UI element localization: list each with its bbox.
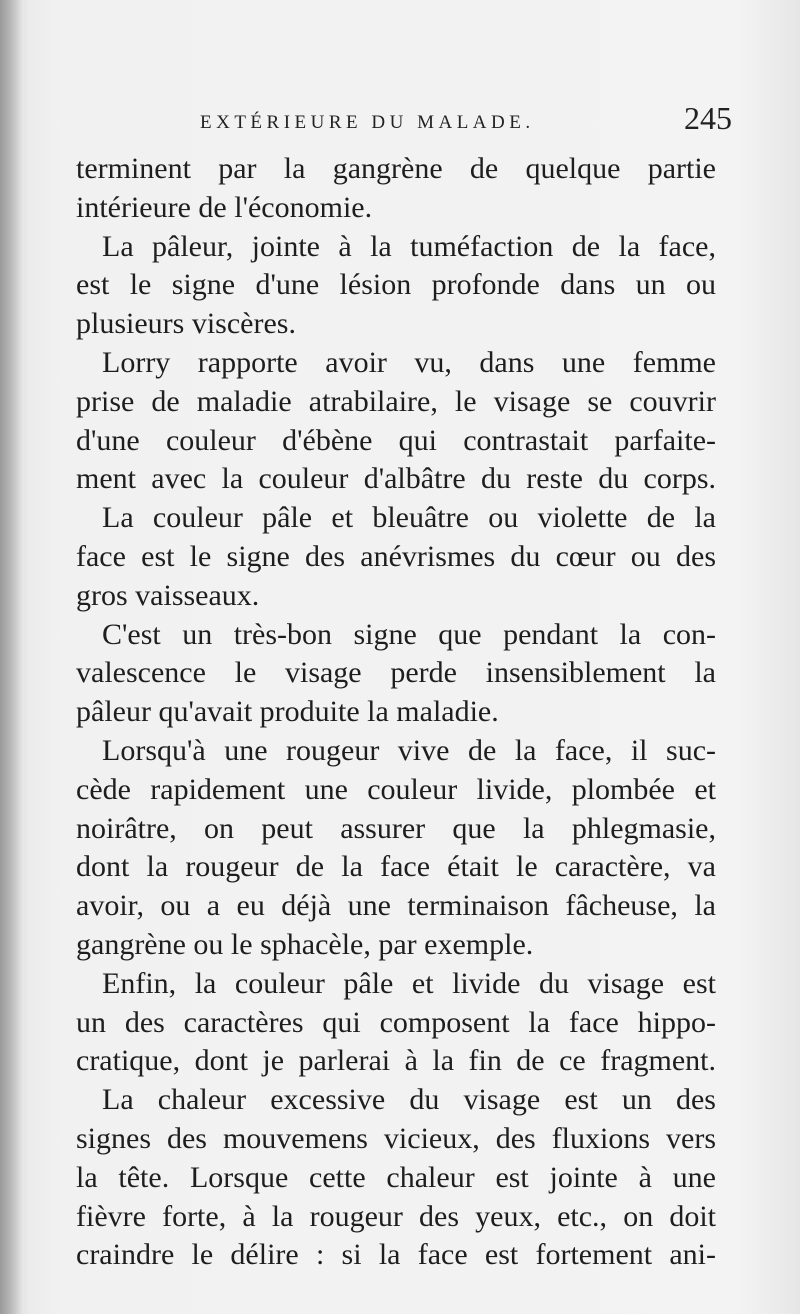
text-line: dont la rougeur de la face était le caractère, va [76, 850, 716, 884]
text-line: pâleur qu'avait produite la maladie. [76, 695, 499, 729]
text-line: gangrène ou le sphacèle, par exemple. [76, 927, 534, 961]
text-line: terminent par la gangrène de quelque partie [76, 152, 716, 185]
body-text [76, 150, 716, 1275]
text-line: Enfin, la couleur pâle et livide du visage est [102, 966, 716, 1000]
gutter-shadow [0, 0, 22, 1314]
text-line: avoir, ou a eu déjà une terminaison fâcheuse, la [76, 889, 716, 923]
text-line: Lorry rapporte avoir vu, dans une femme [102, 345, 716, 379]
page-header [200, 100, 732, 140]
text-line: est le signe d'une lésion profonde dans un ou [76, 268, 716, 302]
text-line: gros vaisseaux. [76, 578, 260, 612]
page-number: 245 [684, 100, 732, 136]
text-line: craindre le délire : si la face est fortement ani- [76, 1238, 716, 1272]
text-line: ment avec la couleur d'albâtre du reste du corps. [76, 462, 716, 496]
text-line: d'une couleur d'ébène qui contrastait parfaite- [76, 423, 716, 457]
text-line: La chaleur excessive du visage est un des [102, 1083, 716, 1117]
text-line: prise de maladie atrabilaire, le visage se couvrir [76, 384, 716, 418]
text-line: La couleur pâle et bleuâtre ou violette de la [102, 501, 716, 535]
text-line: intérieure de l'économie. [76, 190, 373, 224]
text-line: cède rapidement une couleur livide, plombée et [76, 772, 716, 806]
running-title: EXTÉRIEURE DU MALADE. [200, 112, 535, 133]
text-line: valescence le visage perde insensiblement la [76, 656, 716, 690]
text-line: noirâtre, on peut assurer que la phlegmasie, [76, 811, 716, 845]
text-line: plusieurs viscères. [76, 307, 296, 341]
text-line: cratique, dont je parlerai à la fin de ce fragment. [76, 1044, 716, 1078]
text-line: signes des mouvemens vicieux, des fluxions vers [76, 1121, 716, 1155]
text-line: face est le signe des anévrismes du cœur ou des [76, 539, 716, 573]
text-line: fièvre forte, à la rougeur des yeux, etc., on doit [76, 1199, 716, 1233]
text-line: La pâleur, jointe à la tuméfaction de la face, [102, 229, 716, 263]
text-line: un des caractères qui composent la face hippo- [76, 1005, 716, 1039]
text-line: C'est un très-bon signe que pendant la con- [102, 617, 716, 651]
text-line: Lorsqu'à une rougeur vive de la face, il suc- [102, 733, 716, 767]
text-line: la tête. Lorsque cette chaleur est jointe à une [76, 1160, 716, 1194]
